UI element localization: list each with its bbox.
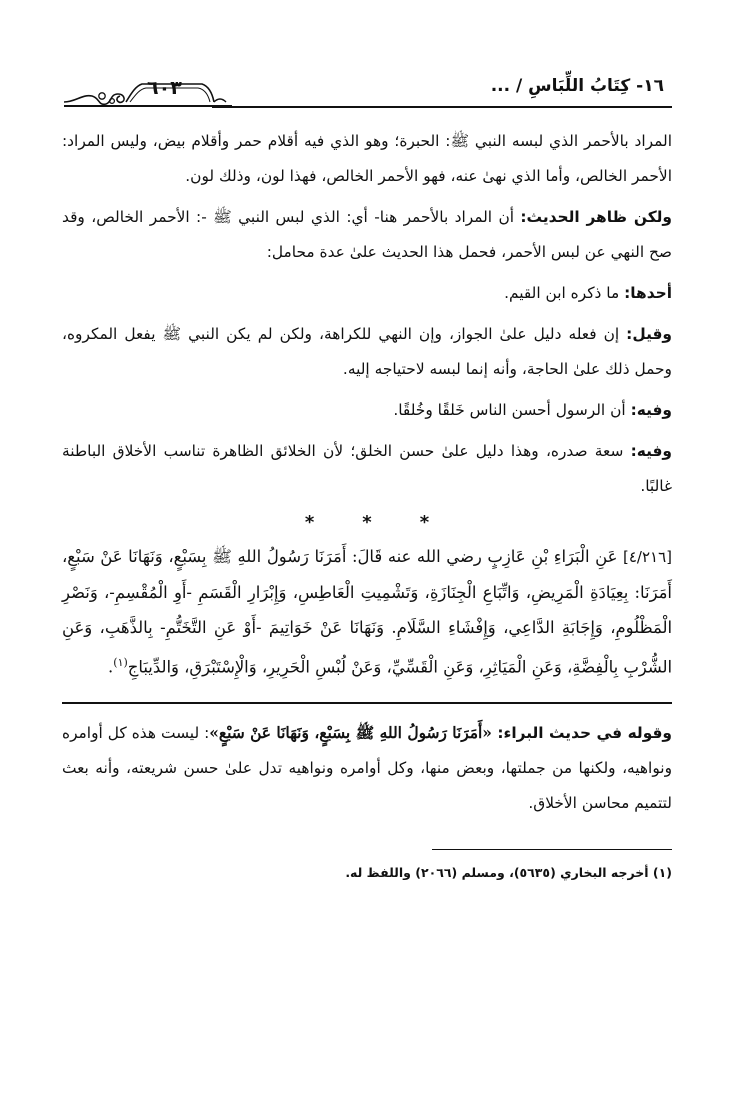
paragraph-text: أن المراد بالأحمر هنا- أي: الذي لبس النبي ﷺ -: الأحمر الخالص، وقد صح النهي عن لبس الأحمر، فحمل هذا الحديث علىٰ عدة محامل: <box>62 208 672 261</box>
hadith-end: . <box>108 657 114 677</box>
page-number: ٦٠٣ <box>147 77 182 99</box>
paragraph-lead: أحدها: <box>624 284 672 302</box>
running-head: ١٦- كِتَابُ اللِّبَاسِ / ... <box>490 76 664 96</box>
paragraph <box>62 393 672 428</box>
section-separator <box>62 512 672 533</box>
paragraph <box>62 434 672 504</box>
section-rule <box>62 702 672 704</box>
hadith-body: عَنِ الْبَرَاءِ بْنِ عَازِبٍ رضي الله عنه قَالَ: أَمَرَنَا رَسُولُ اللهِ ﷺ بِسَبْعٍ، وَنَهَانَا عَنْ سَبْعٍ، أَمَرَنَا: بِعِيَادَةِ الْمَرِيضِ، وَاتِّبَاعِ الْجِنَازَةِ، وَتَشْمِيتِ الْعَاطِسِ، وَإِبْرَارِ الْقَسَمِ -أَوِ الْمُقْسِمِ-، وَنَصْرِ الْمَظْلُومِ، وَإِجَابَةِ الدَّاعِي، وَإِفْشَاءِ السَّلَامِ. وَنَهَانَا عَنْ خَوَاتِيمَ -أَوْ عَنِ التَّخَتُّمِ- بِالذَّهَبِ، وَعَنِ الشُّرْبِ بِالْفِضَّةِ، وَعَنِ الْمَيَاثِرِ، وَعَنِ الْقَسِّيِّ، وَعَنْ لُبْسِ الْحَرِيرِ، وَالْإِسْتَبْرَقِ، وَالدِّيبَاجِ <box>62 547 672 677</box>
paragraph-text: أن الرسول أحسن الناس خَلقًا وخُلقًا. <box>393 401 631 419</box>
page-header <box>62 72 672 112</box>
paragraph-text: المراد بالأحمر الذي لبسه النبي ﷺ: الحبرة؛ وهو الذي فيه أقلام حمر وأقلام بيض، وليس المراد: الأحمر الخالص، وأما الذي نهىٰ عنه، فهو الأحمر الخالص، فهذا لون، وذلك لون. <box>62 132 672 185</box>
paragraph-text: ما ذكره ابن القيم. <box>504 284 625 302</box>
paragraph-text: إن فعله دليل علىٰ الجواز، وإن النهي للكراهة، ولكن لم يكن النبي ﷺ يفعل المكروه، وحمل ذلك علىٰ الحاجة، وأنه إنما لبسه لاحتياجه إليه. <box>62 325 672 378</box>
footnote-rule <box>432 849 672 850</box>
paragraph <box>62 124 672 194</box>
paragraph <box>62 276 672 311</box>
commentary-lead: وقوله في حديث البراء: <box>497 724 672 743</box>
paragraph-text: سعة صدره، وهذا دليل علىٰ حسن الخلق؛ لأن الخلائق الظاهرة تناسب الأخلاق الباطنة غالبًا. <box>62 442 672 495</box>
header-rule <box>212 106 672 108</box>
commentary <box>62 716 672 821</box>
page-number-ornament <box>62 72 232 112</box>
paragraph <box>62 200 672 270</box>
body-text <box>62 124 672 504</box>
commentary-quote: «أَمَرَنَا رَسُولُ اللهِ ﷺ بِسَبْعٍ، وَنَهَانَا عَنْ سَبْعٍ» <box>209 724 498 743</box>
hadith-text <box>62 539 672 684</box>
star-icon: * <box>304 512 315 533</box>
star-icon: * <box>419 512 430 533</box>
paragraph-lead: وفيه: <box>630 401 672 419</box>
paragraph-lead: وقيل: <box>626 325 672 343</box>
commentary-text: : ليست هذه كل أوامره ونواهيه، ولكنها من جملتها، وبعض منها، وكل أوامره ونواهيه تدل علىٰ حسن شريعته، وأنه بعث لتتميم محاسن الأخلاق. <box>62 724 672 813</box>
footnote: (١) أخرجه البخاري (٥٦٣٥)، ومسلم (٢٠٦٦) واللفظ له. <box>345 865 672 881</box>
footnote-reference[interactable]: (١) <box>113 656 128 669</box>
book-page <box>62 72 672 884</box>
paragraph-lead: ولكن ظاهر الحديث: <box>520 208 672 226</box>
paragraph <box>62 317 672 387</box>
star-icon: * <box>362 512 372 533</box>
paragraph-lead: وفيه: <box>630 442 672 460</box>
hadith-number: [٤/٢١٦] <box>623 548 672 566</box>
